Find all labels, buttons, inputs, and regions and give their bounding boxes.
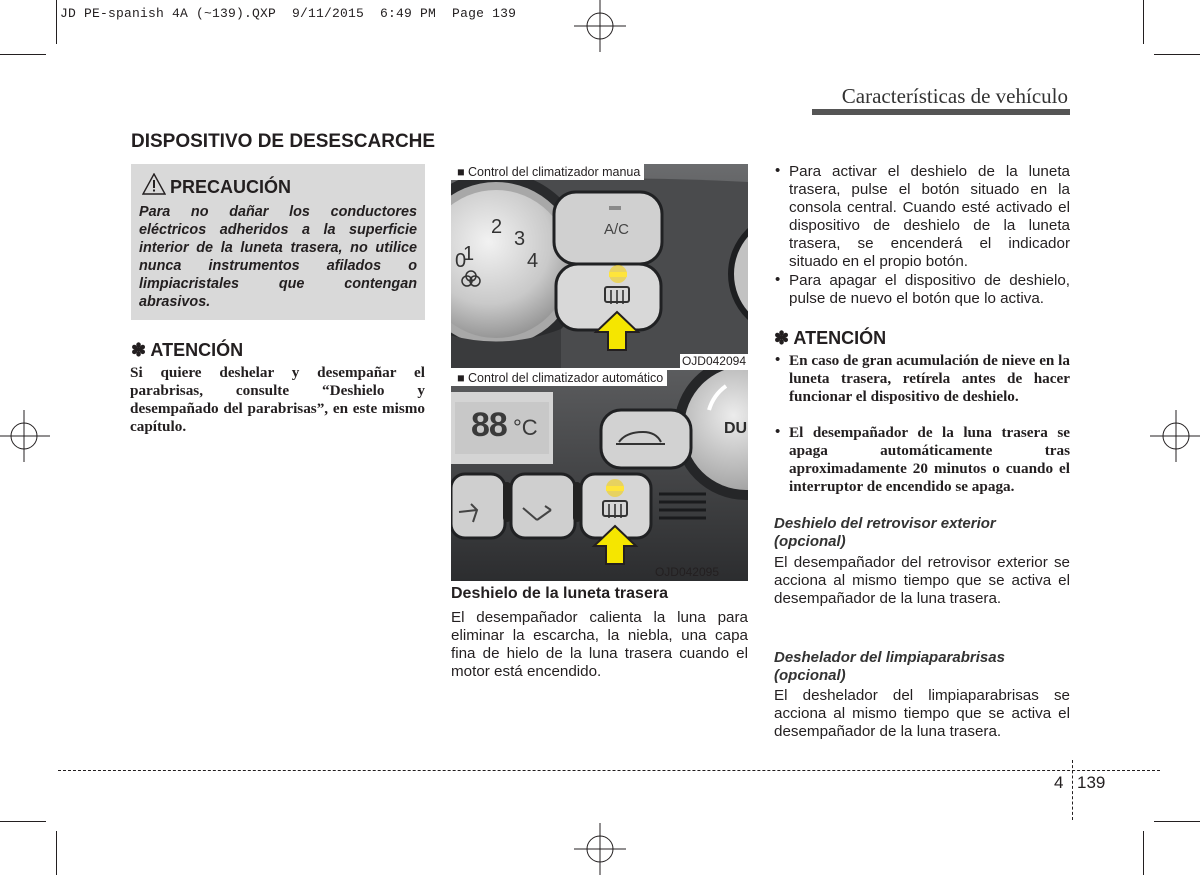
mirror-text: El desempañador del retrovisor exterior se acciona al mismo tiempo que se activa el desempañador de la luna trasera. (774, 554, 1070, 607)
bullet-deactivate: Para apagar el dispositivo de deshielo, pulse de nuevo el botón que lo activa. (789, 272, 1070, 307)
bullet-dot: • (775, 271, 781, 288)
caution-text: Para no dañar los conductores eléctricos adheridos a la superficie interior de la luneta trasera, no utilice nunca instrumentos afilados o limpiacristales que contengan abrasivos. (139, 204, 417, 310)
figure-code-automatic: OJD042095 (654, 565, 719, 579)
dial-number-1: 1 (463, 243, 475, 265)
attention-item-snow: En caso de gran acumulación de nieve en la luneta trasera, retírela antes de hacer funcionar el dispositivo de deshielo. (789, 352, 1070, 405)
section-title: Características de vehículo (841, 84, 1068, 108)
footer-rule (58, 770, 1160, 771)
registration-mark-left (0, 410, 50, 462)
attention-title-right: ✽ ATENCIÓN (774, 328, 887, 348)
attention-title-left: ✽ ATENCIÓN (131, 340, 244, 360)
dial-number-2: 2 (491, 216, 503, 238)
lcd-digits: 88 (471, 406, 507, 444)
figure-code-manual: OJD042094 (681, 354, 746, 368)
dial-number-4: 4 (527, 250, 539, 272)
footer-chapter-number: 4 (1054, 773, 1064, 792)
warning-triangle-icon (142, 173, 166, 195)
figure-caption-automatic: ■ Control del climatizador automático (451, 370, 667, 386)
figure-manual-climate-control (451, 164, 748, 368)
registration-mark-bottom (574, 823, 626, 875)
dial-label-dual: DU (724, 420, 748, 437)
caution-title: PRECAUCIÓN (170, 177, 292, 197)
section-rule (812, 109, 1070, 115)
bullet-activate: Para activar el deshielo de la luneta trasera, pulse el botón situado en la consola central. Cuando esté activado el dispositivo de deshielo de la luneta trasera, se encenderá el indicador situado en el propio botón. (789, 163, 1070, 270)
rear-window-heading: Deshielo de la luneta trasera (451, 585, 668, 602)
dial-number-0: 0 (455, 250, 467, 272)
wiper-text: El deshelador del limpiaparabrisas se acciona al mismo tiempo que se activa el desempañador de la luna trasera. (774, 687, 1070, 740)
dial-number-3: 3 (514, 228, 526, 250)
main-heading: DISPOSITIVO DE DESESCARCHE (131, 131, 436, 152)
attention-text-left: Si quiere deshelar y desempañar el parabrisas, consulte “Deshielo y desempañado del parabrisas”, en este mismo capítulo. (130, 364, 425, 435)
mirror-heading: Deshielo del retrovisor exterior (opcional) (774, 515, 996, 550)
footer-page-number: 139 (1077, 773, 1106, 792)
wiper-heading: Deshelador del limpiaparabrisas (opcional) (774, 649, 1005, 684)
manual-climate-illustration (451, 164, 748, 368)
bullet-dot: • (775, 162, 781, 179)
attention-item-auto-off: El desempañador de la luna trasera se apaga automáticamente tras aproximadamente 20 minutos o cuando el interruptor de encendido se apaga. (789, 424, 1070, 495)
print-header: JD PE-spanish 4A (~139).QXP 9/11/2015 6:49 PM Page 139 (60, 6, 517, 21)
automatic-climate-illustration (451, 370, 748, 581)
rear-window-text: El desempañador calienta la luna para eliminar la escarcha, la niebla, una capa fina de hielo de la luna trasera cuando el motor está encendido. (451, 609, 748, 680)
figure-caption-manual: ■ Control del climatizador manua (451, 164, 644, 180)
ac-button-label: A/C (604, 221, 630, 238)
bullet-dot: • (775, 352, 781, 368)
footer-divider (1072, 760, 1073, 820)
lcd-unit: °C (513, 415, 538, 440)
bullet-dot: • (775, 424, 781, 440)
registration-mark-right (1150, 410, 1200, 462)
registration-mark-top (574, 0, 626, 52)
figure-automatic-climate-control (451, 370, 748, 581)
